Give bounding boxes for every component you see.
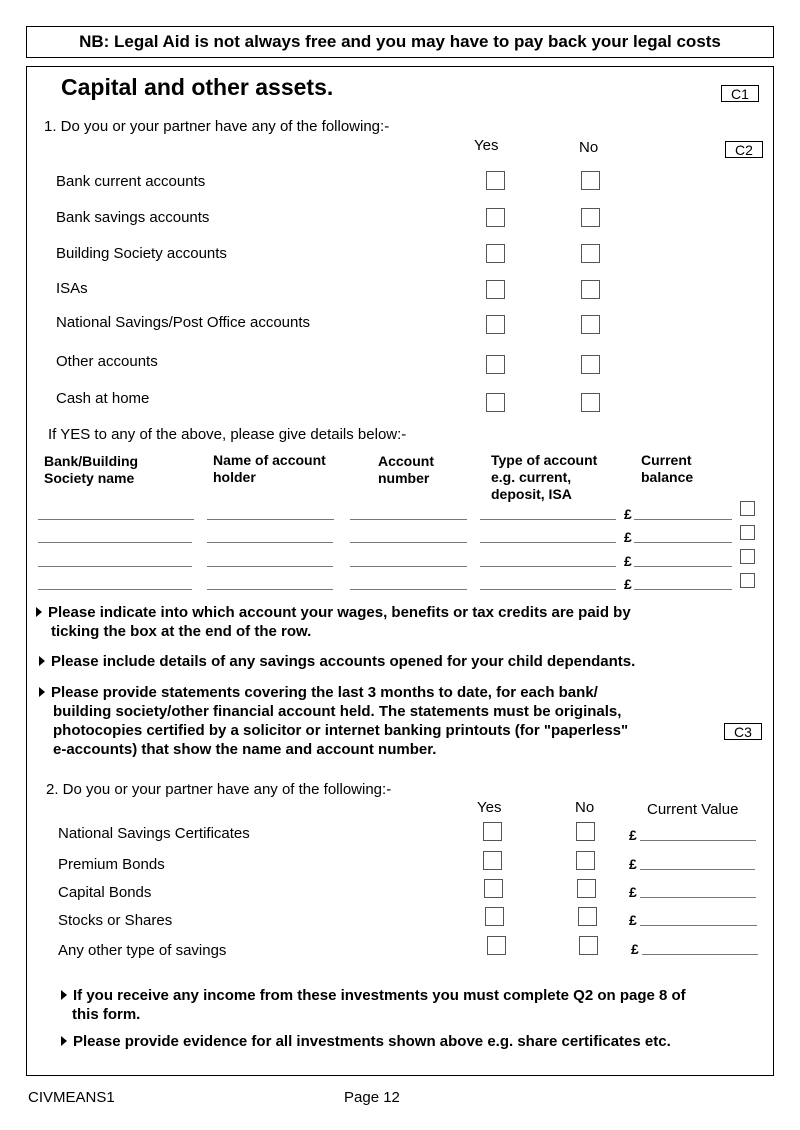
pound-sign: £ (629, 856, 637, 872)
holder-name-field[interactable] (207, 542, 333, 543)
q1-item-no-checkbox[interactable] (581, 393, 600, 412)
q2-item-yes-checkbox[interactable] (484, 879, 503, 898)
account-number-field[interactable] (350, 519, 467, 520)
bullet-arrow-icon (61, 1036, 67, 1046)
code-box-c2: C2 (725, 141, 763, 158)
q2-item-yes-checkbox[interactable] (483, 851, 502, 870)
bank-name-field[interactable] (38, 566, 192, 567)
page-number: Page 12 (344, 1089, 400, 1106)
pound-sign: £ (624, 553, 632, 569)
current-value-field[interactable] (642, 954, 758, 955)
bullet-arrow-icon (39, 687, 45, 697)
bank-name-field[interactable] (38, 542, 192, 543)
bullet-arrow-icon (39, 656, 45, 666)
details-prompt: If YES to any of the above, please give details below:- (48, 426, 407, 443)
bank-name-field[interactable] (38, 589, 192, 590)
current-value-field[interactable] (640, 869, 755, 870)
account-type-field[interactable] (480, 542, 616, 543)
q2-item-label: Stocks or Shares (58, 912, 173, 929)
bank-name-field[interactable] (38, 519, 194, 520)
q1-item-yes-checkbox[interactable] (486, 244, 505, 263)
q2-item-no-checkbox[interactable] (577, 879, 596, 898)
q1-item-yes-checkbox[interactable] (486, 208, 505, 227)
bullet-arrow-icon (36, 607, 42, 617)
q2-item-no-checkbox[interactable] (576, 822, 595, 841)
pound-sign: £ (624, 529, 632, 545)
account-number-field[interactable] (350, 566, 467, 567)
q1-item-label: Bank savings accounts (56, 209, 210, 226)
q2-item-label: Any other type of savings (58, 942, 227, 959)
question-1: 1. Do you or your partner have any of the following:- (44, 118, 390, 135)
balance-field[interactable] (634, 589, 732, 590)
col-header-bank: Bank/Building Society name (44, 453, 139, 486)
q2-item-yes-checkbox[interactable] (485, 907, 504, 926)
pound-sign: £ (624, 576, 632, 592)
q2-value-header: Current Value (647, 801, 739, 818)
q2-item-no-checkbox[interactable] (576, 851, 595, 870)
question-2: 2. Do you or your partner have any of the following:- (46, 781, 392, 798)
col-header-account-number: Account number (378, 453, 434, 486)
q1-item-yes-checkbox[interactable] (486, 315, 505, 334)
legal-aid-notice: NB: Legal Aid is not always free and you may have to pay back your legal costs (26, 26, 774, 58)
note-wages-account: Please indicate into which account your wages, benefits or tax credits are paid by ticking the box at the end of the row. (36, 603, 631, 641)
holder-name-field[interactable] (207, 589, 333, 590)
q2-item-yes-checkbox[interactable] (483, 822, 502, 841)
q2-item-label: Premium Bonds (58, 856, 165, 873)
q1-yes-header: Yes (474, 137, 499, 154)
note-investment-evidence: Please provide evidence for all investments shown above e.g. share certificates etc. (61, 1032, 671, 1051)
pound-sign: £ (624, 506, 632, 522)
holder-name-field[interactable] (207, 566, 333, 567)
q1-item-label: Building Society accounts (56, 245, 227, 262)
q1-item-label: Bank current accounts (56, 173, 206, 190)
pound-sign: £ (629, 884, 637, 900)
note-child-accounts: Please include details of any savings accounts opened for your child dependants. (39, 652, 635, 671)
q1-item-label: National Savings/Post Office accounts (56, 314, 311, 331)
wages-account-checkbox[interactable] (740, 573, 755, 588)
q1-item-yes-checkbox[interactable] (486, 280, 505, 299)
note-statements: Please provide statements covering the last 3 months to date, for each bank/ building society/other financial account held. The statements must be originals, photocopies certified by a solicitor or internet banking printouts (for "paperless" e-accounts) that show the name and account number. (39, 683, 628, 759)
balance-field[interactable] (634, 566, 732, 567)
code-box-c3: C3 (724, 723, 762, 740)
account-number-field[interactable] (350, 589, 467, 590)
pound-sign: £ (631, 941, 639, 957)
section-title: Capital and other assets. (61, 74, 334, 100)
q1-item-yes-checkbox[interactable] (486, 171, 505, 190)
q1-item-no-checkbox[interactable] (581, 280, 600, 299)
q2-item-no-checkbox[interactable] (579, 936, 598, 955)
q2-item-label: National Savings Certificates (58, 825, 250, 842)
account-type-field[interactable] (480, 589, 616, 590)
q2-yes-header: Yes (477, 799, 502, 816)
q2-item-label: Capital Bonds (58, 884, 152, 901)
account-type-field[interactable] (480, 566, 616, 567)
wages-account-checkbox[interactable] (740, 501, 755, 516)
q1-item-yes-checkbox[interactable] (486, 355, 505, 374)
col-header-account-type: Type of account e.g. current, deposit, ISA (491, 452, 598, 502)
balance-field[interactable] (634, 519, 732, 520)
col-header-balance: Current balance (641, 452, 694, 485)
q1-item-no-checkbox[interactable] (581, 315, 600, 334)
bullet-arrow-icon (61, 990, 67, 1000)
q1-item-no-checkbox[interactable] (581, 208, 600, 227)
note-investment-income: If you receive any income from these investments you must complete Q2 on page 8 of this form. (61, 986, 686, 1024)
col-header-holder: Name of account holder (213, 452, 326, 485)
q2-item-yes-checkbox[interactable] (487, 936, 506, 955)
pound-sign: £ (629, 827, 637, 843)
form-code: CIVMEANS1 (28, 1089, 115, 1106)
q1-item-no-checkbox[interactable] (581, 244, 600, 263)
code-box-c1: C1 (721, 85, 759, 102)
q2-no-header: No (575, 799, 595, 816)
wages-account-checkbox[interactable] (740, 525, 755, 540)
current-value-field[interactable] (640, 840, 756, 841)
q1-item-yes-checkbox[interactable] (486, 393, 505, 412)
holder-name-field[interactable] (207, 519, 334, 520)
q1-no-header: No (579, 139, 599, 156)
q1-item-label: Other accounts (56, 353, 158, 370)
pound-sign: £ (629, 912, 637, 928)
q1-item-label: Cash at home (56, 390, 150, 407)
current-value-field[interactable] (640, 897, 756, 898)
q1-item-label: ISAs (56, 280, 88, 297)
account-type-field[interactable] (480, 519, 616, 520)
q1-item-no-checkbox[interactable] (581, 171, 600, 190)
account-number-field[interactable] (350, 542, 467, 543)
q1-item-no-checkbox[interactable] (581, 355, 600, 374)
wages-account-checkbox[interactable] (740, 549, 755, 564)
balance-field[interactable] (634, 542, 732, 543)
current-value-field[interactable] (640, 925, 757, 926)
q2-item-no-checkbox[interactable] (578, 907, 597, 926)
